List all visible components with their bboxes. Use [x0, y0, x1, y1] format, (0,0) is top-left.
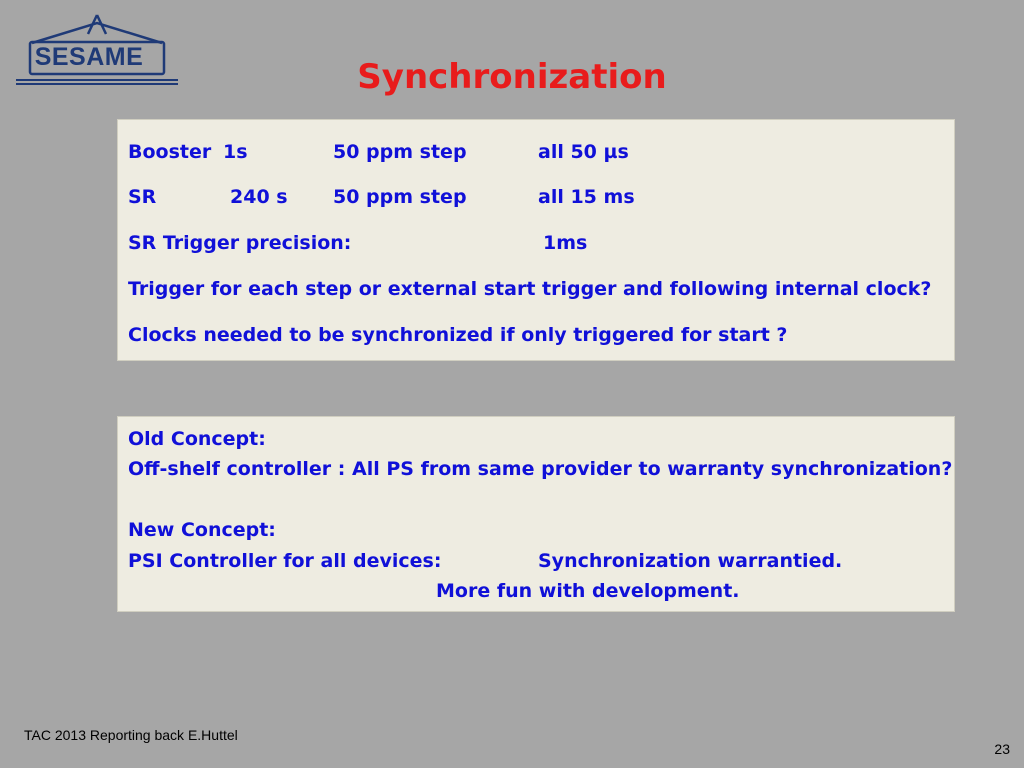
new-concept-heading: New Concept: [128, 519, 276, 541]
trigger-question: Trigger for each step or external start trigger and following internal clock? [128, 278, 932, 300]
booster-step: 50 ppm step [333, 141, 467, 163]
precision-label: SR Trigger precision: [128, 232, 352, 254]
sr-label: SR [128, 186, 157, 208]
new-concept-label: PSI Controller for all devices: [128, 550, 442, 572]
sr-time: 240 s [230, 186, 288, 208]
sr-interval: all 15 ms [538, 186, 635, 208]
precision-value: 1ms [543, 232, 588, 254]
booster-label: Booster [128, 141, 212, 163]
booster-interval: all 50 µs [538, 141, 629, 163]
new-concept-result-1: Synchronization warrantied. [538, 550, 843, 572]
new-concept-result-2: More fun with development. [436, 580, 740, 602]
page-number: 23 [994, 741, 1010, 757]
booster-time: 1s [223, 141, 248, 163]
footer-text: TAC 2013 Reporting back E.Huttel [24, 727, 238, 743]
logo-text: SESAME [34, 43, 144, 71]
old-concept-text: Off-shelf controller : All PS from same provider to warranty synchronization? [128, 458, 953, 480]
old-concept-heading: Old Concept: [128, 428, 266, 450]
concept-box [117, 416, 955, 612]
page-title: Synchronization [357, 57, 667, 97]
clock-question: Clocks needed to be synchronized if only triggered for start ? [128, 324, 788, 346]
timing-box [117, 119, 955, 361]
sr-step: 50 ppm step [333, 186, 467, 208]
